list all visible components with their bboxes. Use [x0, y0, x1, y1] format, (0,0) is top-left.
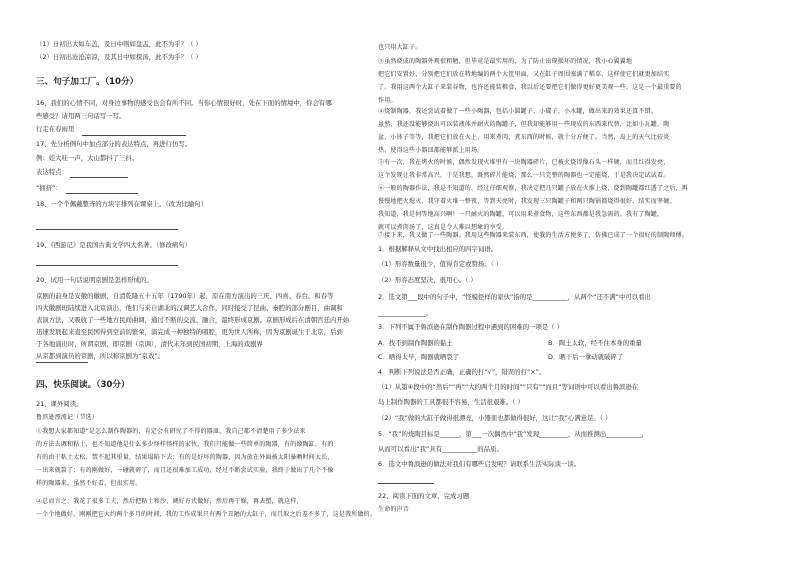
q5-text-cont: 从而可以看出“我”具有___________的品质。 [378, 445, 503, 453]
q3-option-a[interactable]: A．找不到制作陶器的黏土 [378, 339, 453, 347]
passage-line: 虽然，我还没能够烧出可以装液体并耐火的陶罐子，但我却能够用一些现成的东西来代替，比如小瓦罐、陶 [378, 121, 670, 128]
section-3-title: 三、句子加工厂。（10分） [36, 77, 139, 87]
passage-line: ⑥一般的陶器作法，我是不知道的，经过仔细观察，我决定把几只罐子放在火堆上烧，烧到陶罐都红透了之后，再 [378, 185, 689, 192]
q2-text-cont: _______________。 [378, 309, 433, 317]
q16-text: 16、我们的心情不同，对身边事物的感受也会有所不同。当你心情很好时，处在下面的情境中，你会有哪 [36, 99, 332, 107]
passage-line: ②总而言之，我花了很多工夫，然后把粘土和沙，调好方式做好，然后再干燥，再去塑，就这样， [36, 498, 303, 505]
q18-text: 18、一个个佩戴整齐的方块字排列在课桌上。（改为比喻句） [36, 200, 208, 208]
q17-imitate-label: “拥挤”： [36, 184, 62, 192]
q3-option-b[interactable]: B．陶土太软，经不住本身的重量 [548, 339, 642, 347]
passage-line: ⑦接下来，我又做了一些陶器。我用这些陶器来装东西，使我的生活方便多了，仿佛已成了一个很好的制陶师傅。 [378, 232, 689, 239]
passage-line: 一个个地做好。刚刚把它大约两个多月的时间，我的工作成果只有两个丑陋的大缸子，而且取之后差不多了，这是我所做的。 [36, 511, 377, 518]
q20-passage-line: 四大徽剧班陆续进入北京演出，他们与来自湖北的汉调艺人合作，同时接受了昆曲、秦腔的部分剧目、曲调和 [36, 304, 343, 312]
q20-passage-line: 京剧的前身是安徽的徽剧，自清乾隆五十五年（1790年）起，原在南方演出的三庆、四喜、春台、和春等 [36, 292, 334, 300]
q17-imitate-line[interactable] [66, 193, 138, 194]
passage-line: 了。我用这两个大缸子来装谷物，也许还能装粮食，我以后还要把它们做得更好更美观一些。这是一个最重要的 [378, 84, 682, 91]
q21-text: 21、课外阅读。 [36, 400, 83, 408]
q1-option: （1）形容数量很少，值得肯定或赞扬。（ ） [378, 260, 503, 268]
q19-text: 19、《西游记》是我国古典文学四大名著。（修改病句） [36, 241, 192, 249]
q6-text: 6．选文中鲁滨逊的做法对我们有哪些启发呢？请联系生活实际谈一谈。 [378, 460, 581, 468]
right-column [378, 0, 718, 562]
q6-answer-line[interactable] [378, 483, 434, 484]
q16-prompt: 行走在春雨里 [36, 125, 75, 133]
q20-text: 20、试用一句话说明京剧是怎样形成的。 [36, 276, 153, 284]
q20-passage-line: 迅速发展起来直至民国得到空前的繁荣，演完成一种独特的唱腔，更为世人所称，因为京剧诞生于北京，后到 [36, 328, 343, 336]
q20-passage-line: 表演方法，又吸收了一些地方民间曲调，通过不断的交流、融合，最终形成京剧。京剧形成后在清朝宫廷内开始 [36, 316, 350, 324]
passage-line: 把它们安置好，分别把它们放在特地编的两个大筐里面，又在缸子周围塞满了稻草，这样使它们就更加结实 [378, 71, 670, 78]
q4-item-2: （2）“我”做的大缸子做得很漂亮，小器皿也都做得很好，这让“我”心满意足。（ ） [378, 414, 612, 422]
passage-line: 的方法去调和粘土，也不知道他是什么多少怪样怪样的家伙，我们只能做一些简单的陶器，有的像陶缸，有的 [36, 441, 334, 448]
passage-title: 鲁滨逊漂流记（节选） [36, 414, 99, 421]
q1-text: 1．根据解释从文中找出相应的四字词语。 [378, 245, 498, 253]
q4-item-1: （1）从第④段中的“然后”“再”“大约两个月的时间”“只有”“而且”等词语中可以看出鲁滨逊在 [378, 383, 639, 391]
q4-item-1-cont: 岛上制作陶器的工具都很不容易，生活很艰难。（ ） [378, 398, 524, 406]
q19-answer-line[interactable] [36, 265, 178, 266]
passage-line: 我知道，我是何等地高兴啊！一只耐火的陶罐，可以用来煮食物，这些东西都是我急需的。我有了陶罐， [378, 211, 664, 218]
q4-text: 4．判断下列说法是否正确，正确的打“√”，错误的打“×”。 [378, 368, 546, 376]
passage-line: 作用。 [378, 97, 397, 104]
q16-text-cont: 些感受？请用两三句话写一写。 [36, 112, 126, 120]
passage-line: 热，使得这些小器皿都能够派上用场。 [378, 147, 484, 154]
q20-passage-line: 于各地演出时，所谓京剧，即京剧（京调），清代末年到民国初期，上海的戏剧界 [36, 340, 263, 348]
section-4-title: 四、快乐阅读。（30分） [36, 380, 130, 390]
q1-option: （2）形容态度坚决，很用心。（ ） [378, 276, 477, 284]
q3-option-c[interactable]: C．晒得太早，陶器就晒裂了 [378, 353, 460, 361]
q17-feature-label: 表达特点： [36, 168, 68, 176]
passage-line: ①我想大家都知道“是怎么制作陶器的，肯定会有研究了不得的器皿，我自己都不清楚用了多少法来 [36, 428, 306, 435]
passage-line: ③虽然烧成的陶器外观很粗陋，但毕竟是最实用的，为了防止出现损坏的情况，我小心翼翼地 [378, 58, 633, 65]
passage-line: ④烧制陶器，我还尝试着做了一些小陶器，包括小圆罐子、小碟子、小水罐，做出来的效果还算不错。 [378, 108, 658, 115]
q20-passage-line: 从京都到演员的京剧，所以称京剧为“京戏”。 [36, 352, 165, 360]
passage-line: 样的陶器来，虽然不好看，但很实用。 [36, 480, 142, 487]
q5-text: 5．“我”的烧陶目标是______，第___一次偶然中“我”发现_________，从而推测出___________， [378, 430, 648, 438]
q3-option-d[interactable]: D．晒干后一拿动就破碎了 [548, 353, 624, 361]
q17-text: 17、先分析例句中加点部分的表达特点，再进行仿写。 [36, 140, 192, 148]
passage-line: 盆、小钵子等等，我把它们放在火上，用来煮肉，煮东西的时候，就十分方便了。当然，岛上的天气比较炎 [378, 134, 670, 141]
q17-feature-line[interactable] [70, 177, 128, 178]
q16-answer-line[interactable] [82, 135, 186, 136]
passage-line: 就可以煮肉汤了，这真是令人难以想象的享受。 [378, 224, 509, 231]
q3-text: 3．下列不属于鲁滨逊在制作陶器过程中遇到的困难的一项是（ ） [378, 323, 564, 331]
q17-example: 例：娃大哇一声，大山都抖了三抖。 [36, 154, 139, 162]
question-continuation-1: （1）日初出大如车盖，及日中则如盘盂，此不为乎？（ ） [36, 40, 202, 48]
q18-answer-line[interactable] [36, 229, 178, 230]
passage-line: 有的由于粘土太松，禁不起其重量，结果塌陷下去；有的是好坏的陶器，因为放在外面被太阳暴晒时间太长， [36, 454, 334, 461]
passage-line: 这个发现让我非常高兴，于是我想，既然碎片能烧，那么一只完整的陶器也一定能烧，于是我决定试试看。 [378, 172, 670, 179]
passage-line: ⑤有一次，我在烤火的时候，偶然发现火堆里有一块陶器碎片，已被火烧得像石头一样硬，而且红得发亮， [378, 159, 670, 166]
left-column [36, 0, 376, 562]
q20-answer-line[interactable] [36, 362, 88, 363]
q22-article-title: 生命的声音 [378, 506, 410, 513]
passage-line: 也只用大缸子。 [378, 44, 422, 51]
q22-text: 22、阅读下面的文章，完成习题 [378, 492, 470, 500]
passage-line: 慢慢地把火熄灭，我守着火堆一整夜，等到天亮时，我发现三只陶罐子和两只陶锅都烧得很好，结实而坚硬。 [378, 198, 676, 205]
passage-line: 一出来就裂了；有的刚做好，一碰就碎了，而且还很难加工成功，经过不断尝试实验，我终于做出了几个不像 [36, 467, 334, 474]
question-continuation-2: （2）日初出沧沧凉凉，及其日中如探汤，此不为乎？（ ） [36, 53, 202, 61]
q2-text: 2．选文第___段中的句子中，“怪模怪样的家伙”指的是___________，从两个“还不满”中可以看出 [378, 293, 651, 301]
